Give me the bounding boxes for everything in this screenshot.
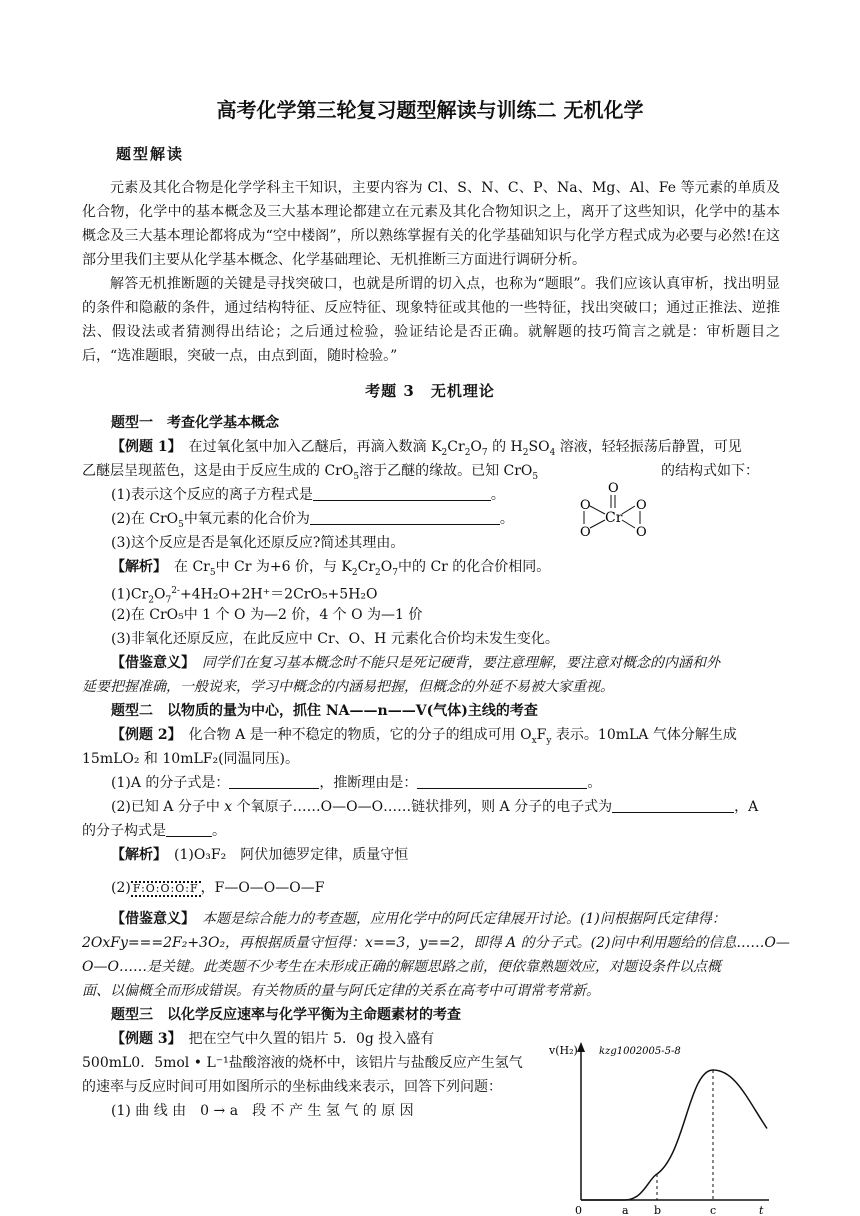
example2-line2: 15mLO₂ 和 10mLF₂(同温同压)。 [82,751,300,767]
question1-1-text: (1)表示这个反应的离子方程式是 [111,487,313,503]
analysis2-prefix: (2) [111,880,131,896]
question2-2-text-b: 个氧原子……O—O—O……链状排列，则 A 分子的电子式为 [232,799,613,815]
example1-text-b: 的 H [492,439,523,455]
reaction-rate-chart [545,1034,785,1216]
analysis1-line1: 【解析】 在 $Cr_5$中 Cr 为+6 价，与 $K_2Cr_2O_7$中的 Cr 的化合价相同。 [111,559,551,578]
analysis1-text-a: 在 Cr [160,559,210,575]
x-tick-label-a: a [622,1204,629,1216]
type2-heading: 题型二 以物质的量为中心，抓住 NA——n——V(气体)主线的考查 [111,703,538,719]
question1-2-text-a: (2)在 CrO [111,511,179,527]
example3-line3: 的速率与反应时间可用如图所示的坐标曲线来表示，回答下列问题： [82,1079,502,1095]
example1-text-a: 在过氧化氢中加入乙醚后，再滴入数滴 K [174,439,442,455]
question1-3: (3)这个反应是否是氧化还原反应?简述其理由。 [111,535,405,551]
question3-1: (1) 曲 线 由 0 → a 段 不 产 生 氢 气 的 原 因 [111,1103,414,1119]
equation-text: +4H₂O+2H⁺＝2CrO₅+5H₂O [179,586,378,603]
x-tick-label-c: c [710,1204,717,1216]
question2-2: (2)已知 A 分子中 x 个氧原子……O—O—O……链状排列，则 A 分子的电子式为 ，A [111,799,759,815]
x-axis-label: t [759,1204,764,1216]
note2-text: 本题是综合能力的考查题，应用化学中的阿氏定律展开讨论。(1)问根据阿氏定律得： [188,911,726,927]
question2-1-text-a: (1)A 的分子式是： [111,775,230,791]
analysis1-line2: (2)在 CrO₅中 1 个 O 为—2 价，4 个 O 为—1 价 [111,607,423,623]
question2-2-text-d: 的分子构式是 [82,823,166,839]
note1-label: 【借鉴意义】 [111,655,188,671]
structure-o-upper-right: O [636,498,647,513]
answer-blank [229,774,319,789]
analysis2-label: 【解析】 [111,847,160,863]
question1-1: (1)表示这个反应的离子方程式是 。 [111,487,505,503]
type1-heading: 题型一 考查化学基本概念 [111,415,279,431]
example3-text: 把在空气中久置的铝片 5．0g 投入盛有 [174,1031,435,1047]
example1-line1: 【例题 1】 在过氧化氢中加入乙醚后，再滴入数滴 $K_2Cr_2O_7$ 的 $H_2SO_4$ 溶液，轻轻振荡后静置，可见 [111,439,742,458]
note2-line1 [111,907,726,931]
example2-text-a: 化合物 A 是一种不稳定的物质，它的分子的组成可用 O [174,727,532,743]
answer-blank [417,774,587,789]
document-title: 高考化学第三轮复习题型解读与训练二 无机化学 [216,98,644,122]
cro5-structure-diagram [574,478,654,546]
section-heading: 题型解读 [116,145,185,163]
analysis1-text-b: 中 Cr 为+6 价，与 K [215,559,352,575]
analysis2-line1 [111,843,408,867]
example3-label: 【例题 3】 [111,1031,175,1047]
note1-line2: 延要把握准确，一般说来，学习中概念的内涵易把握，但概念的外延不易被大家重视。 [82,679,614,695]
structure-o-lower-left: O [580,525,591,540]
analysis1-text-c: 中的 Cr 的化合价相同。 [398,559,551,575]
question2-1: (1)A 的分子式是： ，推断理由是： 。 [111,775,602,791]
example1-line2-c: 的结构式如下： [661,463,759,479]
note2-label: 【借鉴意义】 [111,911,188,927]
example1-text-c: 溶液，轻轻振荡后静置，可见 [559,439,742,455]
type3-heading: 题型三 以化学反应速率与化学平衡为主命题素材的考查 [111,1007,461,1023]
structure-o-lower-right: O [636,525,647,540]
y-axis-label: v(H₂) [549,1044,578,1057]
question1-2-text-b: 中氧元素的化合价为 [183,511,310,527]
question2-2-text-c: ，A [734,799,759,815]
example2-text-b: 表示。10mLA 气体分解生成 [555,727,737,743]
example3-line1 [111,1027,434,1051]
example1-line2: 乙醚层呈现蓝色，这是由于反应生成的 CrO$_5$溶于乙醚的缘故。已知 CrO$_5$ [82,463,539,482]
answer-blank [166,822,212,837]
question1-2: (2)在 CrO$_5$中氧元素的化合价为 。 [111,511,514,530]
structure-o-upper-left: O [580,498,591,513]
x-tick-label-b: b [654,1204,662,1216]
y-axis-arrow [577,1042,585,1052]
note2-line2: 2OxFy===2F₂+3O₂，再根据质量守恒得：x==3，y==2，即得 A 的分子式。(2)问中利用题给的信息……O— [82,935,790,951]
note2-line4: 面、以偏概全而形成错误。有关物质的量与阿氏定律的关系在高考中可谓常考常新。 [82,983,600,999]
example3-line2: 500mL0．5mol • L⁻¹盐酸溶液的烧杯中，该铝片与盐酸反应产生氢气 [82,1055,523,1071]
analysis1-equation: $(1)Cr_2O_7^{2-}+4H_2O+2H^+=2CrO_5+5H_2O$ [111,586,378,606]
answer-blank [612,798,734,813]
intro-paragraph-1: 元素及其化合物是化学学科主干知识，主要内容为 Cl、S、N、C、P、Na、Mg、Al、Fe 等元素的单质及化合物，化学中的基本概念及三大基本理论都建立在元素及其化合物知识之上，离开了这些知识，化学中的基本概念及三大基本理论都将成为“空中楼阁”，所以熟练掌握有关的化学基础知识与化学方程式成为必要与必然!在这部分里我们主要从化学基本概念、化学基础理论、无机推断三方面进行调研分析。 [82,180,780,268]
example2-line1: 【例题 2】 化合物 A 是一种不稳定的物质，它的分子的组成可用 $O_xF_y$ 表示。10mLA 气体分解生成 [111,727,737,746]
question2-2-text-a: (2)已知 A 分子中 [111,799,225,815]
analysis1-label: 【解析】 [111,559,160,575]
note1-line1 [111,651,720,675]
structure-o-top: O [608,481,619,496]
example1-label: 【例题 1】 [111,439,175,455]
analysis2-line2 [111,876,324,900]
intro-paragraph-2: 解答无机推断题的关键是寻找突破口，也就是所谓的切入点，也称为“题眼”。我们应该认真审析，找出明显的条件和隐蔽的条件，通过结构特征、反应特征、现象特征或其他的一些特征，找出突破口；通过正推法、逆推法、假设法或者猜测得出结论；之后通过检验，验证结论是否正确。就解题的技巧简言之就是：审析题目之后，“选准题眼，突破一点，由点到面，随时检验。” [82,276,780,364]
lewis-structure: F:O:O:O:F [132,882,199,895]
structure-cr: Cr [605,510,623,526]
x-tick-label-origin: 0 [575,1204,582,1216]
answer-blank [310,510,500,525]
chart-code-label: kzg1002005-5-8 [599,1046,681,1057]
rate-curve [581,1070,767,1200]
question2-2-line2: 的分子构式是 。 [82,823,226,839]
topic-heading: 考题 3 无机理论 [365,382,495,400]
answer-blank [313,486,491,501]
example1-line2-b: 溶于乙醚的缘故。已知 CrO [359,463,533,479]
example1-line2-a: 乙醚层呈现蓝色，这是由于反应生成的 CrO [82,463,354,479]
analysis2-text: (1)O₃F₂ 阿伏加德罗定律，质量守恒 [160,847,409,863]
analysis2-structure: ，F—O—O—O—F [200,880,325,896]
example2-label: 【例题 2】 [111,727,175,743]
note2-line3: O—O……是关键。此类题不少考生在未形成正确的解题思路之前，便依靠熟题效应，对题设条件以点概 [82,959,721,975]
note1-text: 同学们在复习基本概念时不能只是死记硬背，要注意理解，要注意对概念的内涵和外 [188,655,720,671]
question2-1-text-b: ，推断理由是： [319,775,418,791]
analysis1-line3: (3)非氧化还原反应，在此反应中 Cr、O、H 元素化合价均未发生变化。 [111,631,559,647]
